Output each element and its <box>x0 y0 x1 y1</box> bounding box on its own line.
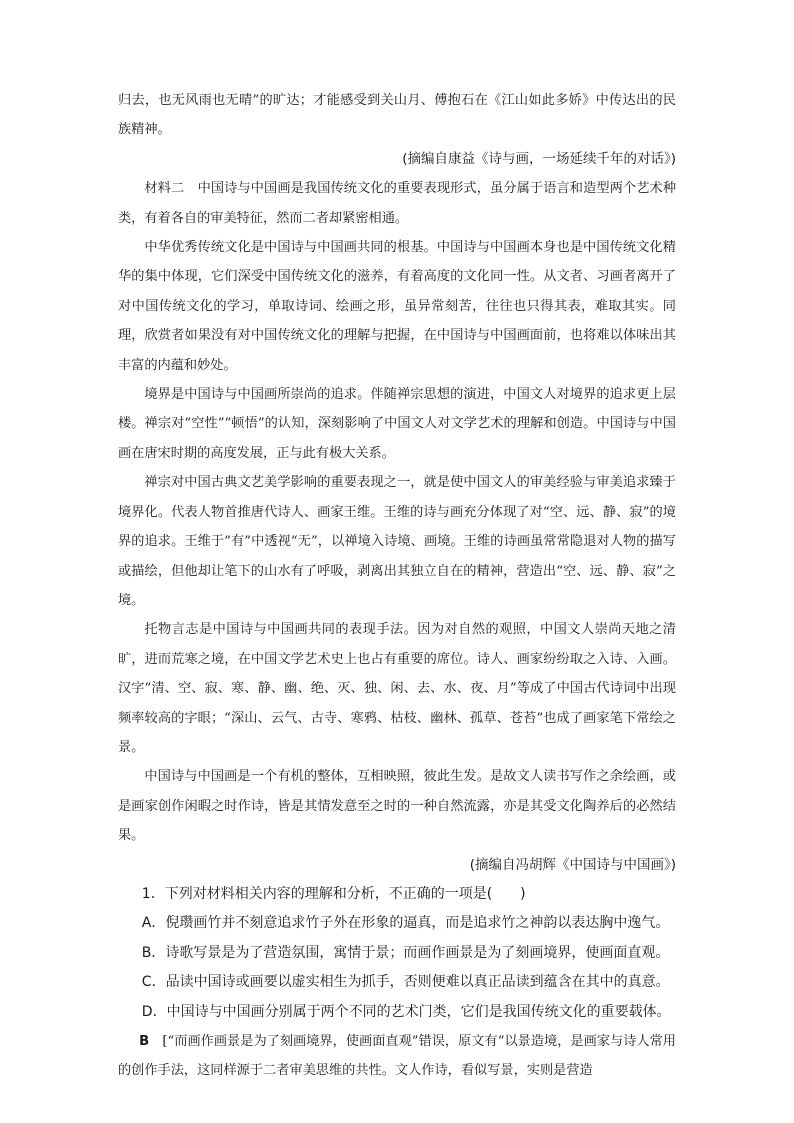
material2-paragraph: 境界是中国诗与中国画所崇尚的追求。伴随禅宗思想的演进，中国文人对境界的追求更上层楼。禅宗对“空性”“顿悟”的认知，深刻影响了中国文人对文学艺术的理解和创造。中国诗与中国画在唐宋时期的高度发展，正与此有极大关系。 <box>118 387 676 461</box>
question-stem: 1．下列对材料相关内容的理解和分析，不正确的一项是( ) <box>141 885 526 902</box>
question-option-a: A．倪瓒画竹并不刻意追求竹子外在形象的逼真，而是追求竹之神韵以表达胸中逸气。 <box>141 915 670 932</box>
answer-explanation <box>118 1027 676 1086</box>
material2-paragraph: 中国诗与中国画是一个有机的整体，互相映照，彼此生发。是故文人读书写作之余绘画，或是画家创作闲暇之时作诗，皆是其情发意至之时的一种自然流露，亦是其受文化陶养后的必然结果。 <box>118 769 676 844</box>
material2-intro-text: 中国诗与中国画是我国传统文化的重要表现形式，虽分属于语言和造型两个艺术种类，有着各自的审美特征，然而二者却紧密相通。 <box>118 181 677 226</box>
material2-paragraph: 中华优秀传统文化是中国诗与中国画共同的根基。中国诗与中国画本身也是中国传统文化精华的集中体现，它们深受中国传统文化的滋养，有着高度的文化同一性。从文者、习画者离开了对中国传统文化的学习，单取诗词、绘画之形，虽异常刻苦，往往也只得其表，难取其实。同理，欣赏者如果没有对中国传统文化的理解与把握，在中国诗与中国画面前，也将难以体味出其丰富的内蕴和妙处。 <box>118 240 676 373</box>
question-option-d: D．中国诗与中国画分别属于两个不同的艺术门类，它们是我国传统文化的重要载体。 <box>141 1003 671 1020</box>
material2-label: 材料二 <box>144 181 185 197</box>
source-citation-2: (摘编自冯胡辉《中国诗与中国画》) <box>469 856 676 873</box>
material2-paragraph: 托物言志是中国诗与中国画共同的表现手法。因为对自然的观照，中国文人崇尚天地之清旷，进而荒寒之境，在中国文学艺术史上也占有重要的席位。诗人、画家纷纷取之入诗、入画。汉字“清、空、寂、寒、静、幽、绝、灭、独、闲、去、水、夜、月”等成了中国古代诗词中出现频率较高的字眼；“深山、云气、古寺、寒鸦、枯枝、幽林、孤草、苍苔”也成了画家笔下常绘之景。 <box>118 622 676 755</box>
material2-intro-paragraph <box>118 174 676 233</box>
material1-tail-paragraph: 归去，也无风雨也无晴”的旷达；才能感受到关山月、傅抱石在《江山如此多娇》中传达出的民族精神。 <box>118 93 676 138</box>
material2-paragraph: 禅宗对中国古典文艺美学影响的重要表现之一，就是使中国文人的审美经验与审美追求臻于境界化。代表人物首推唐代诗人、画家王维。王维的诗与画充分体现了对“空、远、静、寂”的境界的追求。王维于“有”中透视“无”，以禅境入诗境、画境。王维的诗画虽常常隐退对人物的描写或描绘，但他却让笔下的山水有了呼吸，剥离出其独立自在的精神，营造出“空、远、静、寂”之境。 <box>118 475 676 608</box>
question-option-b: B．诗歌写景是为了营造氛围，寓情于景；而画作画景是为了刻画境界，使画面直观。 <box>141 944 670 961</box>
question-option-c: C．品读中国诗或画要以虚实相生为抓手，否则便难以真正品读到蕴含在其中的真意。 <box>141 974 670 991</box>
document-page <box>118 86 676 1086</box>
answer-letter: B <box>139 1034 150 1049</box>
answer-text: [“而画作画景是为了刻画境界，使画面直观”错误，原文有“以景造境，是画家与诗人常用的创作手法，这同样源于二者审美思维的共性。文人作诗，看似写景，实则是营造 <box>118 1034 676 1079</box>
source-citation-1: (摘编自康益《诗与画，一场延续千年的对话》) <box>402 150 676 167</box>
